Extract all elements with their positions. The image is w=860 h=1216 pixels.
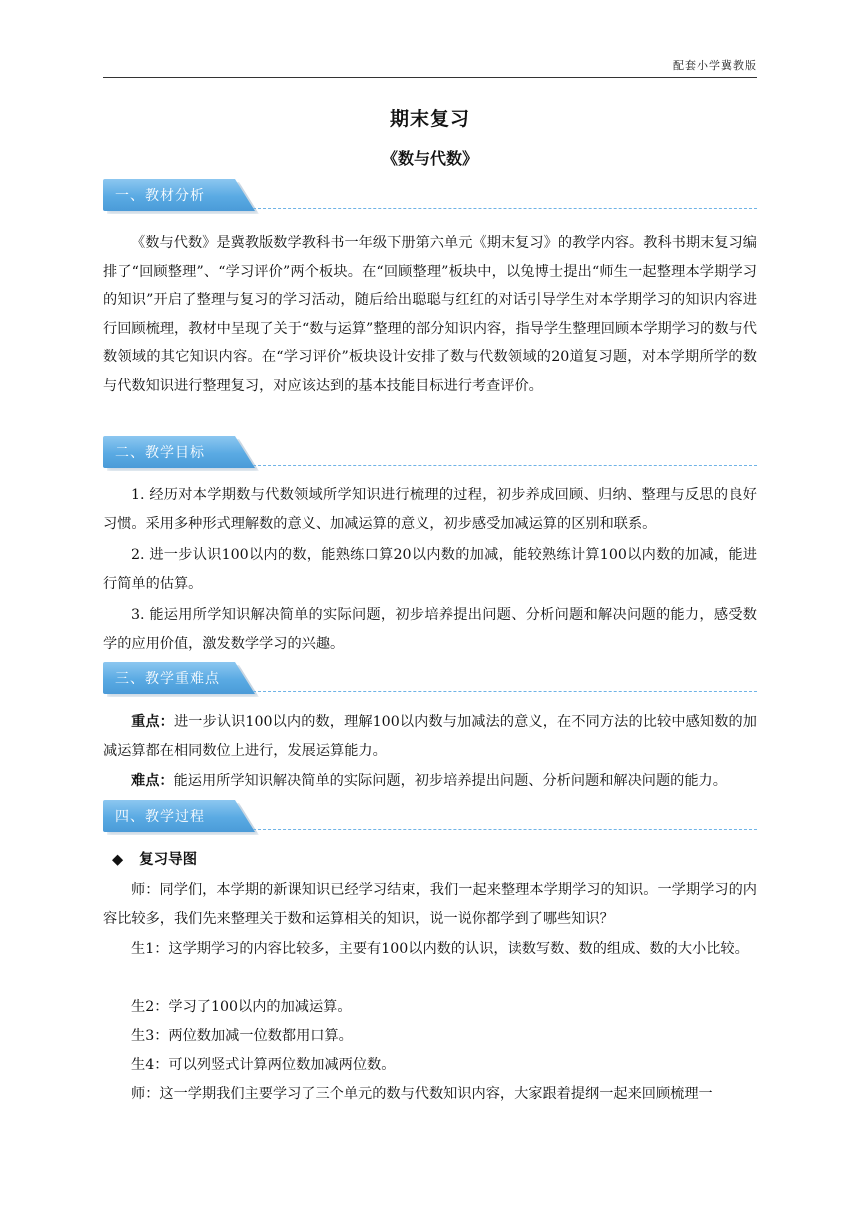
dialogue-line bbox=[103, 1080, 757, 1109]
dialogue-text: 生4：可以列竖式计算两位数加减两位数。 bbox=[131, 1057, 396, 1073]
dialogue-line bbox=[103, 993, 757, 1022]
focus-paragraph bbox=[103, 708, 757, 765]
header-edition-tag: 配套小学冀教版 bbox=[673, 59, 757, 72]
dialogue-text: 师：同学们，本学期的新课知识已经学习结束，我们一起来整理本学期学习的知识。一学期学习的内容比较多，我们先来整理关于数和运算相关的知识，说一说你都学到了哪些知识？ bbox=[103, 882, 757, 927]
goal-item bbox=[103, 541, 757, 598]
focus-text: 进一步认识100以内的数，理解100以内数与加减法的意义，在不同方法的比较中感知数的加减运算都在相同数位上进行，发展运算能力。 bbox=[103, 714, 757, 759]
dialogue-line bbox=[103, 876, 757, 933]
difficulty-label: 难点： bbox=[131, 773, 174, 789]
dialogue-line bbox=[103, 1051, 757, 1080]
goal-text: 2. 进一步认识100以内的数，能熟练口算20以内数的加减，能较熟练计算100以内数的加减，能进行简单的估算。 bbox=[103, 547, 757, 592]
page-subtitle: 《数与代数》 bbox=[381, 149, 478, 168]
analysis-paragraph bbox=[103, 229, 757, 400]
dialogue-text: 师：这一学期我们主要学习了三个单元的数与代数知识内容，大家跟着提纲一起来回顾梳理一 bbox=[131, 1086, 713, 1102]
dialogue-line bbox=[103, 935, 757, 964]
analysis-text: 《数与代数》是冀教版数学教科书一年级下册第六单元《期末复习》的教学内容。教科书期末复习编排了“回顾整理”、“学习评价”两个板块。在“回顾整理”板块中，以兔博士提出“师生一起整理本学期学习的知识”开启了整理与复习的学习活动，随后给出聪聪与红红的对话引导学生对本学期学习的知识内容进行回顾梳理，教材中呈现了关于“数与运算”整理的部分知识内容，指导学生整理回顾本学期学习的数与代数领域的其它知识内容。在“学习评价”板块设计安排了数与代数领域的20道复习题，对本学期所学的数与代数知识进行整理复习，对应该达到的基本技能目标进行考查评价。 bbox=[103, 235, 757, 394]
dialogue-line bbox=[103, 1022, 757, 1051]
goal-item bbox=[103, 601, 757, 658]
goal-text: 1. 经历对本学期数与代数领域所学知识进行梳理的过程，初步养成回顾、归纳、整理与反思的良好习惯。采用多种形式理解数的意义、加减运算的意义，初步感受加减运算的区别和联系。 bbox=[103, 487, 757, 532]
dialogue-text: 生3：两位数加减一位数都用口算。 bbox=[131, 1028, 353, 1044]
dialogue-text: 生1：这学期学习的内容比较多，主要有100以内数的认识，读数写数、数的组成、数的大小比较。 bbox=[131, 941, 749, 957]
section-divider bbox=[253, 691, 757, 692]
section-header-analysis bbox=[103, 179, 757, 213]
difficulty-text: 能运用所学知识解决简单的实际问题，初步培养提出问题、分析问题和解决问题的能力。 bbox=[173, 773, 727, 789]
section-label: 二、教学目标 bbox=[115, 445, 205, 461]
goal-text: 3. 能运用所学知识解决简单的实际问题，初步培养提出问题、分析问题和解决问题的能力，感受数学的应用价值，激发数学学习的兴趣。 bbox=[103, 607, 757, 652]
goal-item bbox=[103, 481, 757, 538]
section-header-key-points bbox=[103, 662, 757, 696]
section-label: 四、教学过程 bbox=[115, 809, 205, 825]
section-header-goals bbox=[103, 436, 757, 470]
difficulty-paragraph bbox=[103, 767, 757, 796]
page-title: 期末复习 bbox=[389, 108, 470, 130]
section-divider bbox=[253, 208, 757, 209]
dialogue-text: 生2：学习了100以内的加减运算。 bbox=[131, 999, 352, 1015]
bullet-heading-text: 复习导图 bbox=[139, 852, 198, 868]
section-label: 一、教材分析 bbox=[115, 188, 205, 204]
section-divider bbox=[253, 829, 757, 830]
focus-label: 重点： bbox=[131, 714, 174, 730]
section-divider bbox=[253, 465, 757, 466]
process-bullet-heading bbox=[112, 848, 757, 872]
header-rule bbox=[103, 77, 757, 78]
section-label: 三、教学重难点 bbox=[115, 671, 220, 687]
section-header-process bbox=[103, 800, 757, 834]
diamond-bullet-icon: ◆ bbox=[112, 852, 124, 868]
